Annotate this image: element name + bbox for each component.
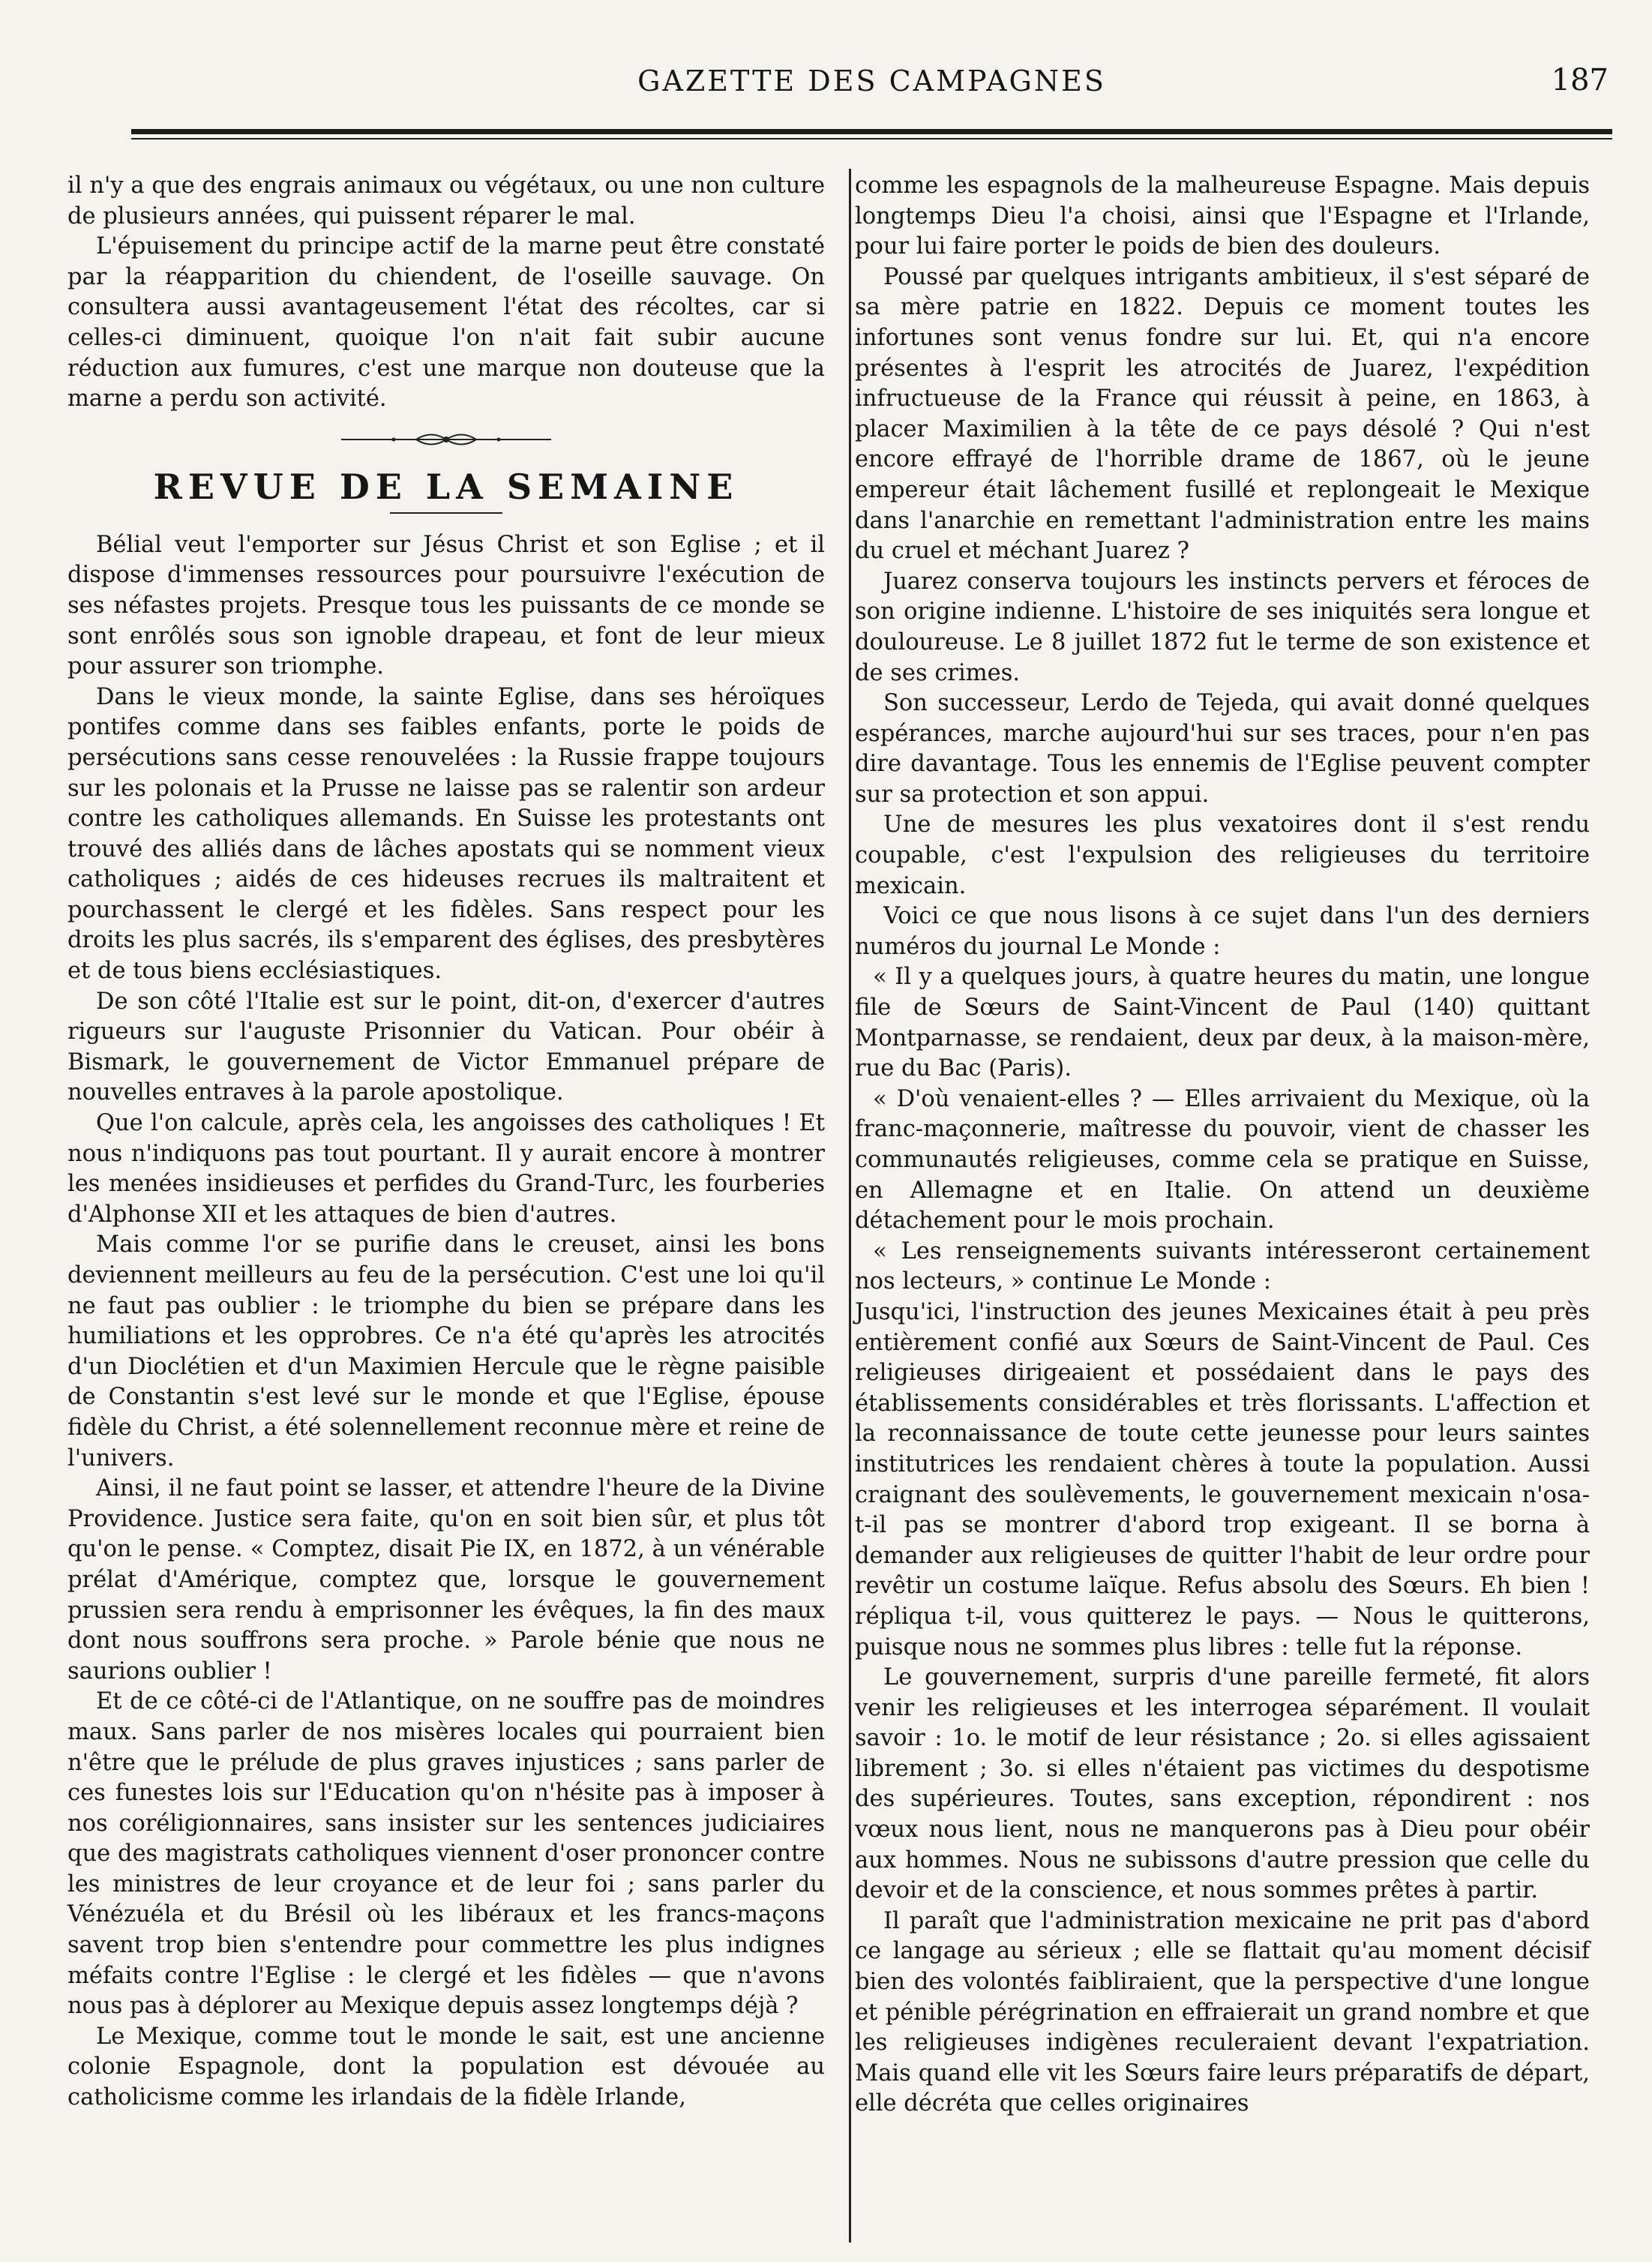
paragraph: comme les espagnols de la malheureuse Espagne. Mais depuis longtemps Dieu l'a choisi, ainsi que l'Espagne et l'Irlande, pour lui faire porter le poids de bien des douleurs. [855,172,1590,260]
paragraph: Le gouvernement, surpris d'une pareille fermeté, fit alors venir les religieuses et les interrogea séparément. Il voulait savoir : 1o. le motif de leur résistance ; 2o. si elles agissaient librement ; 3o. si elles n'étaient pas victimes du despotisme des supérieures. Toutes, sans exception, répondirent : nos vœux nous lient, nous ne manquerons pas à Dieu pour obéir aux hommes. Nous ne subissons d'autre pression que celle du devoir et de la conscience, et nous sommes prêtes à partir. [855,1664,1590,1904]
paragraph: Et de ce côté-ci de l'Atlantique, on ne souffre pas de moindres maux. Sans parler de nos misères locales qui pourraient bien n'être que le prélude de plus graves injustices ; sans parler de ces funestes lois sur l'Education qu'on n'hésite pas à imposer à nos coréligionnaires, sans insister sur les sentences judiciaires que des magistrats catholiques viennent d'oser prononcer contre les ministres de leur croyance et de leur foi ; sans parler du Vénézuéla et du Brésil où les libéraux et les francs-maçons savent trop bien s'entendre pour commettre les plus indignes méfaits contre l'Eglise : le clergé et les fidèles — que n'avons nous pas à déplorer au Mexique depuis assez longtemps déjà ? [67,1688,825,2020]
paragraph: Son successeur, Lerdo de Tejeda, qui avait donné quelques espérances, marche aujourd'hui sur ses traces, pour n'en pas dire davantage. Tous les ennemis de l'Eglise peuvent compter sur sa protection et son appui. [855,690,1590,808]
paragraph: Poussé par quelques intrigants ambitieux, il s'est séparé de sa mère patrie en 1822. Depuis ce moment toutes les infortunes sont venus fondre sur lui. Et, qui n'a encore présentes à l'esprit les atrocités de Juarez, l'expédition infructueuse de la France qui réussit à peine, en 1863, à placer Maximilien à la tête de ce pays désolé ? Qui n'est encore effrayé de l'horrible drame de 1867, où le jeune empereur était lâchement fusillé et replongeait le Mexique dans l'anarchie en remettant l'administration entre les mains du cruel et méchant Juarez ? [855,263,1590,565]
paragraph: Il paraît que l'administration mexicaine ne prit pas d'abord ce langage au sérieux ; elle se flattait qu'au moment décisif bien des volontés faibliraient, que la perspective d'une longue et pénible pérégrination en effraierait un grand nombre et que les religieuses indigènes reculeraient devant l'expatriation. Mais quand elle vit les Sœurs faire leurs préparatifs de départ, elle décréta que celles originaires [855,1907,1590,2117]
paragraph: Dans le vieux monde, la sainte Eglise, dans ses héroïques pontifes comme dans ses faibles enfants, porte le poids de persécutions sans cesse renouvelées : la Russie frappe toujours sur les polonais et la Prusse ne laisse pas se ralentir son ardeur contre les catholiques allemands. En Suisse les protestants ont trouvé des alliés dans de lâches apostats qui se nomment vieux catholiques ; aidés de ces hideuses recrues ils maltraitent et pourchassent le clergé et les fidèles. Sans respect pour les droits les plus sacrés, ils s'emparent des églises, des presbytères et de tous biens ecclésiastiques. [67,683,825,985]
page-number: 187 [1551,63,1609,98]
running-title: GAZETTE DES CAMPAGNES [637,64,1106,98]
ornamental-divider-icon [67,421,825,458]
paragraph: De son côté l'Italie est sur le point, dit-on, d'exercer d'autres rigueurs sur l'auguste Prisonnier du Vatican. Pour obéir à Bismark, le gouvernement de Victor Emmanuel prépare de nouvelles entraves à la parole apostolique. [67,988,825,1106]
paragraph: Juarez conserva toujours les instincts pervers et féroces de son origine indienne. L'histoire de ses iniquités sera longue et douloureuse. Le 8 juillet 1872 fut le terme de son existence et de ses crimes. [855,568,1590,686]
title-underline [390,512,502,514]
quoted-paragraph: « Les renseignements suivants intéresseront certainement nos lecteurs, » continue Le Monde : [855,1238,1590,1295]
paragraph: il n'y a que des engrais animaux ou végétaux, ou une non culture de plusieurs années, qui puissent réparer le mal. [67,172,825,230]
paragraph: Une de mesures les plus vexatoires dont il s'est rendu coupable, c'est l'expulsion des religieuses du territoire mexicain. [855,812,1590,899]
right-column [855,171,1590,2120]
page-header [131,60,1612,105]
paragraph: Que l'on calcule, après cela, les angoisses des catholiques ! Et nous n'indiquons pas tout pourtant. Il y aurait encore à montrer les menées insidieuses et perfides du Grand-Turc, les fourberies d'Alphonse XII et les attaques de bien d'autres. [67,1110,825,1228]
paragraph: Ainsi, il ne faut point se lasser, et attendre l'heure de la Divine Providence. Justice sera faite, qu'on en soit bien sûr, et plus tôt qu'on le pense. « Comptez, disait Pie IX, en 1872, à un vénérable prélat d'Amérique, comptez que, lorsque le gouvernement prussien sera rendu à emprisonner les évêques, la fin des maux dont nous souffrons sera proche. » Parole bénie que nous ne saurions oublier ! [67,1475,825,1684]
header-rule-thin [131,138,1612,140]
paragraph: L'épuisement du principe actif de la marne peut être constaté par la réapparition du chiendent, de l'oseille sauvage. On consultera aussi avantageusement l'état des récoltes, car si celles-ci diminuent, quoique l'on n'ait fait subir aucune réduction aux fumures, c'est une marque non douteuse que la marne a perdu son activité. [67,233,825,412]
paragraph: Le Mexique, comme tout le monde le sait, est une ancienne colonie Espagnole, dont la population est dévouée au catholicisme comme les irlandais de la fidèle Irlande, [67,2023,825,2111]
left-column [67,171,825,2114]
section-title: REVUE DE LA SEMAINE [153,466,739,507]
paragraph: Mais comme l'or se purifie dans le creuset, ainsi les bons deviennent meilleurs au feu de la persécution. C'est une loi qu'il ne faut pas oublier : le triomphe du bien se prépare dans les humiliations et les opprobres. Ce n'a été qu'après les atrocités d'un Dioclétien et d'un Maximien Hercule que le règne paisible de Constantin s'est levé sur le monde et que l'Eglise, épouse fidèle du Christ, a été solennellement reconnue mère et reine de l'univers. [67,1232,825,1472]
header-rule-thick [131,129,1612,134]
quoted-paragraph: Jusqu'ici, l'instruction des jeunes Mexicaines était à peu près entièrement confié aux Sœurs de Saint-Vincent de Paul. Ces religieuses dirigeaient et possédaient dans le pays des établissements considérables et très florissants. L'affection et la reconnaissance de toute cette jeunesse pour leurs saintes institutrices les rendaient chères à toute la population. Aussi craignant des soulèvements, le gouvernement mexicain n'osa-t-il pas se montrer d'abord trop exigeant. Il se borna à demander aux religieuses de quitter l'habit de leur ordre pour revêtir un costume laïque. Refus absolu des Sœurs. Eh bien ! répliqua t-il, vous quitterez le pays. — Nous le quitterons, puisque nous ne sommes plus libres : telle fut la réponse. [855,1298,1590,1660]
quoted-paragraph: « D'où venaient-elles ? — Elles arrivaient du Mexique, où la franc-maçonnerie, maîtresse du pouvoir, vient de chasser les communautés religieuses, comme cela se pratique en Suisse, en Allemagne et en Italie. On attend un deuxième détachement pour le mois prochain. [855,1085,1590,1234]
column-divider [849,169,851,2242]
paragraph: Bélial veut l'emporter sur Jésus Christ et son Eglise ; et il dispose d'immenses ressources pour poursuivre l'exécution de ses néfastes projets. Presque tous les puissants de ce monde se sont enrôlés sous son ignoble drapeau, et font de leur mieux pour assurer son triomphe. [67,531,825,680]
quoted-paragraph: « Il y a quelques jours, à quatre heures du matin, une longue file de Sœurs de Saint-Vincent de Paul (140) quittant Montparnasse, se rendaient, deux par deux, à la maison-mère, rue du Bac (Paris). [855,964,1590,1082]
paragraph: Voici ce que nous lisons à ce sujet dans l'un des derniers numéros du journal Le Monde : [855,903,1590,960]
